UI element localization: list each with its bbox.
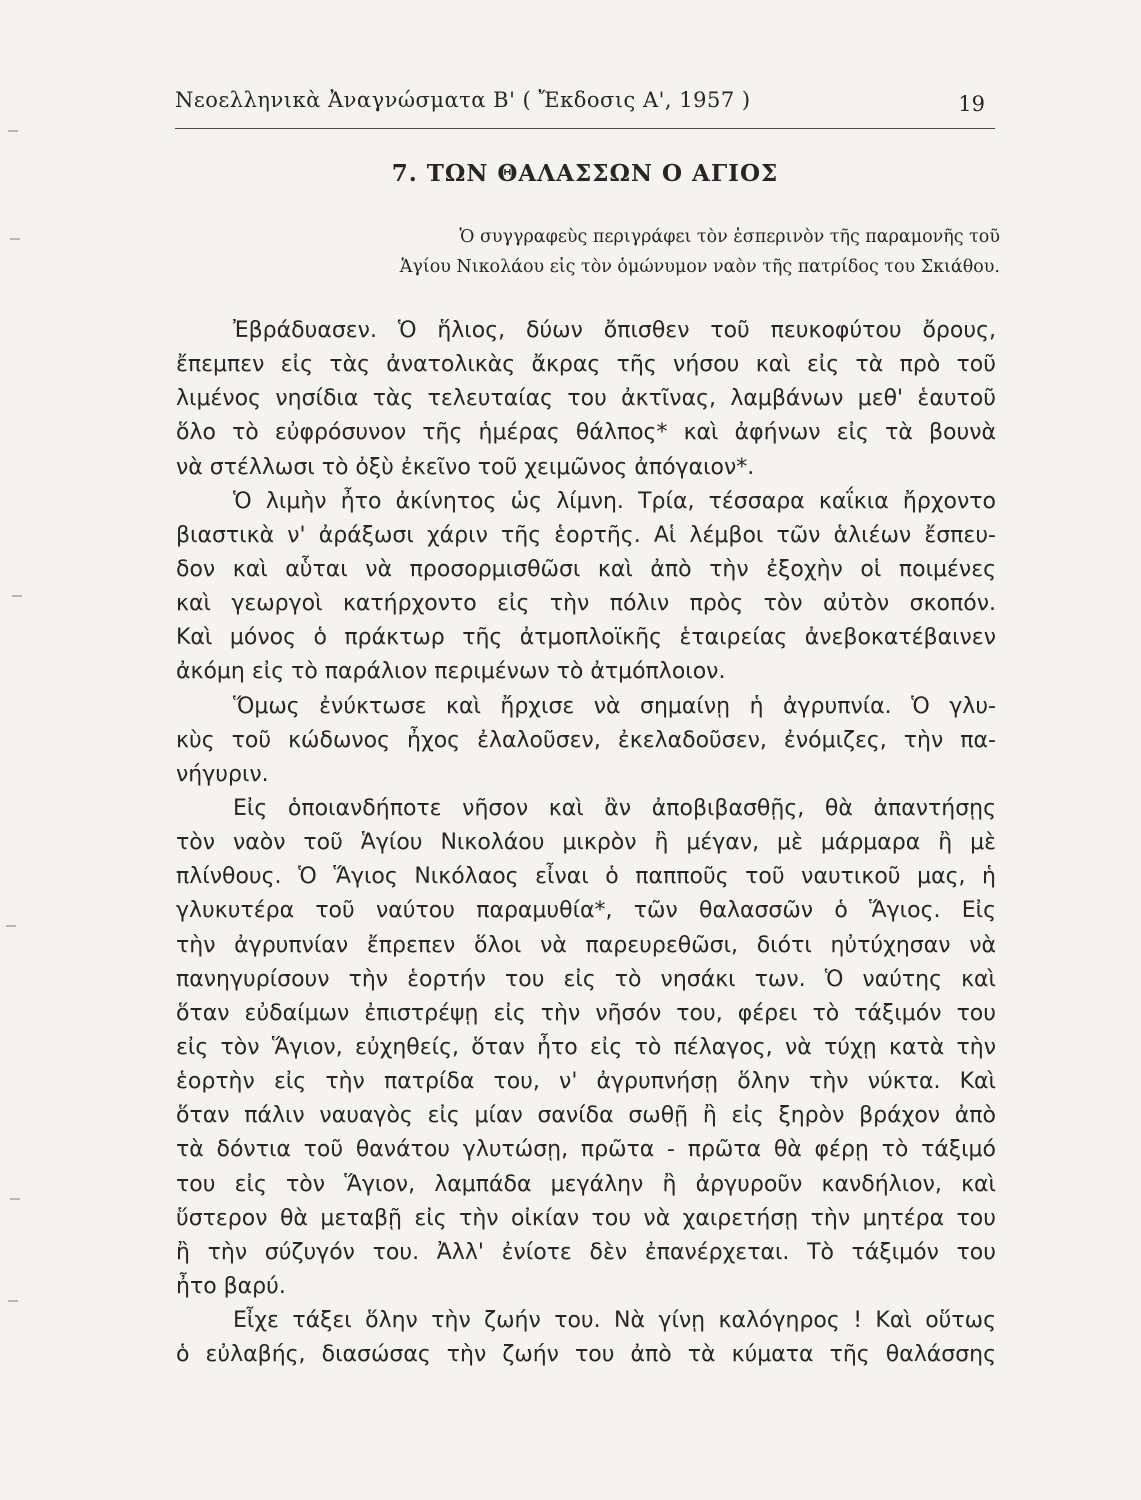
text-line: Ἐβράδυασεν. Ὁ ἥλιος, δύων ὄπισθεν τοῦ πευκοφύτου ὄρους,	[233, 318, 996, 343]
text-line: Ὅμως ἐνύκτωσε καὶ ἤρχισε νὰ σημαίνῃ ἡ ἀγρυπνία. Ὁ γλυ-	[233, 693, 996, 719]
text-line: Καὶ μόνος ὁ πράκτωρ τῆς ἀτμοπλοϊκῆς ἑταιρείας ἀνεβοκατέβαινεν	[176, 625, 996, 651]
text-line: τὰ δόντια τοῦ θανάτου γλυτώσῃ, πρῶτα - πρῶτα θὰ φέρῃ τὸ τάξιμό	[176, 1137, 996, 1163]
header-title: Νεοελληνικὰ Ἀναγνώσματα Β' ( Ἔκδοσις Α', 1957 )	[175, 88, 751, 112]
margin-mark	[12, 595, 22, 597]
margin-mark	[8, 130, 18, 132]
text-line: ὕστερον θὰ μεταβῇ εἰς τὴν οἰκίαν του νὰ χαιρετήσῃ τὴν μητέρα του	[176, 1205, 996, 1231]
text-line: πανηγυρίσουν τὴν ἑορτήν του εἰς τὸ νησάκι των. Ὁ ναύτης καὶ	[176, 966, 996, 992]
text-line: Ὁ λιμὴν ἦτο ἀκίνητος ὡς λίμνη. Τρία, τέσσαρα καΐκια ἤρχοντο	[233, 488, 996, 514]
margin-mark	[6, 925, 16, 927]
text-line: ὅταν πάλιν ναυαγὸς εἰς μίαν σανίδα σωθῇ ἢ εἰς ξηρὸν βράχον ἀπὸ	[176, 1103, 996, 1129]
text-line: καὶ γεωργοὶ κατήρχοντο εἰς τὴν πόλιν πρὸς τὸν αὐτὸν σκοπόν.	[176, 591, 996, 617]
text-line: ἔπεμπεν εἰς τὰς ἀνατολικὰς ἄκρας τῆς νήσου καὶ εἰς τὰ πρὸ τοῦ	[176, 352, 996, 378]
text-line: Εἰς ὁποιανδήποτε νῆσον καὶ ἂν ἀποβιβασθῇς, θὰ ἀπαντήσῃς	[233, 795, 996, 821]
text-line: ἢ τὴν σύζυγόν του. Ἀλλ' ἐνίοτε δὲν ἐπανέρχεται. Τὸ τάξιμόν του	[176, 1239, 996, 1265]
margin-mark	[10, 238, 20, 240]
text-line: νήγυριν.	[176, 761, 269, 787]
running-header	[175, 88, 995, 129]
body-text	[176, 314, 996, 1372]
text-line: του εἰς τὸν Ἅγιον, λαμπάδα μεγάλην ἢ ἀργυροῦν κανδήλιον, καὶ	[176, 1171, 996, 1197]
text-line: ὅταν εὐδαίμων ἐπιστρέψῃ εἰς τὴν νῆσόν του, φέρει τὸ τάξιμόν του	[176, 1000, 996, 1026]
text-line: νὰ στέλλωσι τὸ ὀξὺ ἐκεῖνο τοῦ χειμῶνος ἀπόγαιον*.	[176, 454, 755, 480]
chapter-title: 7. ΤΩΝ ΘΑΛΑΣΣΩΝ Ο ΑΓΙΟΣ	[391, 160, 779, 187]
intro-line: Ἁγίου Νικολάου εἰς τὸν ὁμώνυμον ναὸν τῆς πατρίδος του Σκιάθου.	[399, 257, 1000, 277]
text-line: ὁ εὐλαβής, διασώσας τὴν ζωήν του ἀπὸ τὰ κύματα τῆς θαλάσσης	[176, 1342, 996, 1368]
margin-mark	[10, 1198, 20, 1200]
text-line: βιαστικὰ ν' ἀράξωσι χάριν τῆς ἑορτῆς. Αἱ λέμβοι τῶν ἁλιέων ἔσπευ-	[176, 522, 996, 548]
intro-line: Ὁ συγγραφεὺς περιγράφει τὸν ἑσπερινὸν τῆς παραμονῆς τοῦ	[459, 227, 1000, 247]
text-line: Εἶχε τάξει ὅλην τὴν ζωήν του. Νὰ γίνῃ καλόγηρος ! Καὶ οὕτως	[233, 1308, 996, 1334]
text-line: ἀκόμη εἰς τὸ παράλιον περιμένων τὸ ἀτμόπλοιον.	[176, 659, 726, 685]
text-line: γλυκυτέρα τοῦ ναύτου παραμυθία*, τῶν θαλασσῶν ὁ Ἅγιος. Εἰς	[176, 898, 996, 924]
text-line: ἦτο βαρύ.	[176, 1273, 286, 1299]
text-line: κὺς τοῦ κώδωνος ἦχος ἐλαλοῦσεν, ἐκελαδοῦσεν, ἐνόμιζες, τὴν πα-	[176, 727, 996, 753]
text-line: τὴν ἀγρυπνίαν ἔπρεπεν ὅλοι νὰ παρευρεθῶσι, διότι ηὐτύχησαν νὰ	[176, 932, 996, 958]
text-line: δον καὶ αὗται νὰ προσορμισθῶσι καὶ ἀπὸ τὴν ἐξοχὴν οἱ ποιμένες	[176, 556, 996, 582]
margin-mark	[8, 1300, 18, 1302]
text-line: ἑορτὴν εἰς τὴν πατρίδα του, ν' ἀγρυπνήσῃ ὅλην τὴν νύκτα. Καὶ	[176, 1069, 996, 1095]
text-line: ὅλο τὸ εὐφρόσυνον τῆς ἡμέρας θάλπος* καὶ ἀφήνων εἰς τὰ βουνὰ	[176, 420, 996, 446]
text-line: εἰς τὸν Ἅγιον, εὐχηθείς, ὅταν ἦτο εἰς τὸ πέλαγος, νὰ τύχῃ κατὰ τὴν	[176, 1034, 996, 1060]
text-line: τὸν ναὸν τοῦ Ἁγίου Νικολάου μικρὸν ἢ μέγαν, μὲ μάρμαρα ἢ μὲ	[176, 830, 996, 856]
text-line: πλίνθους. Ὁ Ἅγιος Νικόλαος εἶναι ὁ παπποῦς τοῦ ναυτικοῦ μας, ἡ	[176, 864, 996, 890]
text-line: λιμένος νησίδια τὰς τελευταίας του ἀκτῖνας, λαμβάνων μεθ' ἑαυτοῦ	[176, 386, 996, 412]
page-number: 19	[958, 92, 985, 116]
chapter-intro	[300, 222, 1000, 282]
